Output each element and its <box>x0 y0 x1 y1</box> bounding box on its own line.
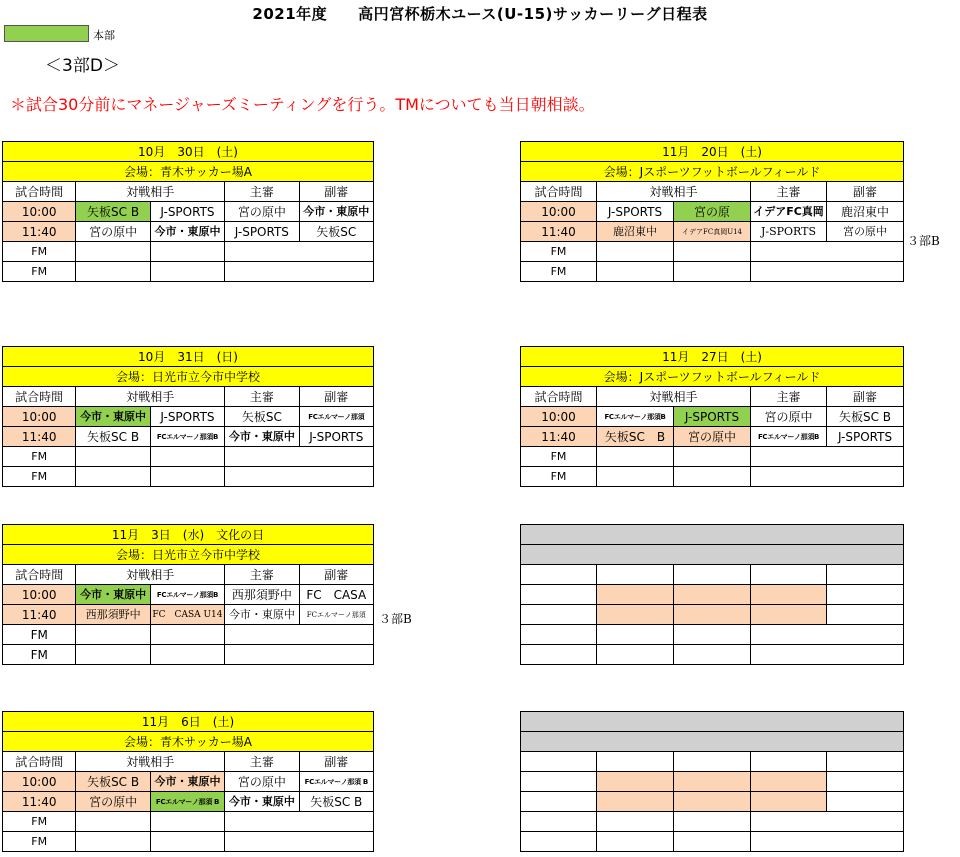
header-row <box>3 752 374 772</box>
meeting-notice: ＊試合30分前にマネージャーズミーティングを行う。TMについても当日朝相談。 <box>10 95 595 114</box>
assistant-referee: FC CASA <box>299 585 373 605</box>
away-team: J-SPORTS <box>150 202 224 222</box>
fm-label: FM <box>3 242 76 262</box>
header-assistant: 副審 <box>299 752 373 772</box>
schedule-venue: 会場：Jスポーツフットボールフィールド <box>521 367 904 387</box>
referee: 宮の原中 <box>225 202 299 222</box>
away-team: 宮の原 <box>674 202 751 222</box>
fm-row <box>521 242 904 262</box>
home-team: 矢板SC B <box>76 202 150 222</box>
home-team: 今市・東原中 <box>76 407 150 427</box>
schedule-table-nov3 <box>2 524 374 665</box>
assistant-referee: 鹿沼東中 <box>827 202 904 222</box>
fm-row <box>521 447 904 467</box>
fm-label: FM <box>521 262 597 282</box>
assistant-referee: 矢板SC B <box>827 407 904 427</box>
fm-row <box>3 447 374 467</box>
fm-label: FM <box>521 467 597 487</box>
assistant-referee: J-SPORTS <box>299 427 373 447</box>
match-row <box>521 202 904 222</box>
header-assistant: 副審 <box>827 182 904 202</box>
header-referee: 主審 <box>751 182 827 202</box>
division-label: ＜3部D＞ <box>45 56 120 76</box>
fm-row <box>3 242 374 262</box>
fm-row <box>3 262 374 282</box>
schedule-venue: 会場：青木サッカー場A <box>3 732 374 752</box>
referee: 今市・東原中 <box>225 605 299 625</box>
fm-row <box>3 625 374 645</box>
header-row <box>521 182 904 202</box>
match-time: 11:40 <box>3 792 76 812</box>
referee: 矢板SC <box>225 407 299 427</box>
hq-legend-swatch <box>4 25 89 42</box>
referee: FCエルマーノ那須B <box>751 427 827 447</box>
page-title: 2021年度 高円宮杯栃木ユース(U-15)サッカーリーグ日程表 <box>252 5 708 23</box>
match-time: 11:40 <box>521 427 597 447</box>
match-time: 11:40 <box>521 222 597 242</box>
away-team: FC CASA U14 <box>150 605 224 625</box>
match-row <box>3 427 374 447</box>
referee: 宮の原中 <box>225 772 299 792</box>
match-row <box>521 222 904 242</box>
division-b-note: ３部B <box>907 234 940 248</box>
fm-row <box>521 467 904 487</box>
match-row <box>3 585 374 605</box>
schedule-venue: 会場：日光市立今市中学校 <box>3 545 374 565</box>
match-row <box>521 427 904 447</box>
header-referee: 主審 <box>225 752 299 772</box>
home-team: 矢板SC B <box>76 427 150 447</box>
away-team: J-SPORTS <box>150 407 224 427</box>
referee: J-SPORTS <box>751 222 827 242</box>
header-assistant: 副審 <box>299 565 373 585</box>
referee: イデアFC真岡 <box>751 202 827 222</box>
schedule-date: 10月 31日 (日) <box>3 347 374 367</box>
header-time: 試合時間 <box>3 182 76 202</box>
assistant-referee: FCエルマーノ那須 <box>299 407 373 427</box>
referee: 今市・東原中 <box>225 427 299 447</box>
match-time: 11:40 <box>3 222 76 242</box>
match-time: 10:00 <box>3 772 76 792</box>
assistant-referee: 矢板SC <box>299 222 373 242</box>
schedule-venue: 会場：日光市立今市中学校 <box>3 367 374 387</box>
header-row <box>3 565 374 585</box>
schedule-table-nov20 <box>520 141 904 282</box>
header-time: 試合時間 <box>3 387 76 407</box>
home-team: J-SPORTS <box>597 202 674 222</box>
away-team: イデアFC真岡U14 <box>674 222 751 242</box>
empty-schedule-table-1 <box>520 524 904 665</box>
match-time: 10:00 <box>3 202 76 222</box>
header-assistant: 副審 <box>299 387 373 407</box>
header-referee: 主審 <box>225 565 299 585</box>
match-time: 11:40 <box>3 605 76 625</box>
referee: J-SPORTS <box>225 222 299 242</box>
header-referee: 主審 <box>225 182 299 202</box>
home-team: 鹿沼東中 <box>597 222 674 242</box>
assistant-referee: FCエルマーノ那須 <box>299 605 373 625</box>
header-time: 試合時間 <box>521 182 597 202</box>
header-opponents: 対戦相手 <box>597 182 751 202</box>
fm-label: FM <box>521 242 597 262</box>
home-team: 矢板SC B <box>597 427 674 447</box>
fm-label: FM <box>3 262 76 282</box>
assistant-referee: FCエルマーノ那須 B <box>299 772 373 792</box>
referee: 今市・東原中 <box>225 792 299 812</box>
fm-row <box>3 645 374 665</box>
match-time: 10:00 <box>521 407 597 427</box>
home-team: 宮の原中 <box>76 792 150 812</box>
match-row <box>3 407 374 427</box>
header-time: 試合時間 <box>521 387 597 407</box>
home-team: FCエルマーノ那須B <box>597 407 674 427</box>
schedule-venue: 会場：Jスポーツフットボールフィールド <box>521 162 904 182</box>
header-opponents: 対戦相手 <box>76 182 225 202</box>
away-team: 宮の原中 <box>674 427 751 447</box>
schedule-date: 10月 30日 (土) <box>3 142 374 162</box>
home-team: 今市・東原中 <box>76 585 150 605</box>
empty-schedule-table-2 <box>520 711 904 852</box>
schedule-date: 11月 6日 (土) <box>3 712 374 732</box>
assistant-referee: 今市・東原中 <box>299 202 373 222</box>
match-time: 10:00 <box>521 202 597 222</box>
fm-row <box>521 262 904 282</box>
fm-row <box>3 812 374 832</box>
away-team: 今市・東原中 <box>150 772 224 792</box>
header-row <box>521 387 904 407</box>
away-team: FCエルマーノ那須B <box>150 585 224 605</box>
header-assistant: 副審 <box>827 387 904 407</box>
match-time: 10:00 <box>3 407 76 427</box>
fm-label: FM <box>3 625 76 645</box>
header-opponents: 対戦相手 <box>597 387 751 407</box>
schedule-venue: 会場：青木サッカー場A <box>3 162 374 182</box>
fm-label: FM <box>3 645 76 665</box>
away-team: J-SPORTS <box>674 407 751 427</box>
fm-row <box>3 467 374 487</box>
match-row <box>3 202 374 222</box>
header-assistant: 副審 <box>299 182 373 202</box>
header-time: 試合時間 <box>3 752 76 772</box>
schedule-table-nov6 <box>2 711 374 852</box>
header-time: 試合時間 <box>3 565 76 585</box>
fm-label: FM <box>3 832 76 852</box>
schedule-table-oct30 <box>2 141 374 282</box>
header-referee: 主審 <box>225 387 299 407</box>
hq-legend-label: 本部 <box>93 29 115 42</box>
match-row <box>3 222 374 242</box>
fm-label: FM <box>3 467 76 487</box>
assistant-referee: 宮の原中 <box>827 222 904 242</box>
home-team: 矢板SC B <box>76 772 150 792</box>
header-row <box>3 182 374 202</box>
header-referee: 主審 <box>751 387 827 407</box>
fm-label: FM <box>3 812 76 832</box>
home-team: 宮の原中 <box>76 222 150 242</box>
match-time: 11:40 <box>3 427 76 447</box>
schedule-table-nov27 <box>520 346 904 487</box>
assistant-referee: J-SPORTS <box>827 427 904 447</box>
header-opponents: 対戦相手 <box>76 565 225 585</box>
match-row <box>521 407 904 427</box>
schedule-table-oct31 <box>2 346 374 487</box>
match-time: 10:00 <box>3 585 76 605</box>
schedule-date: 11月 3日 (水) 文化の日 <box>3 525 374 545</box>
header-row <box>3 387 374 407</box>
referee: 西那須野中 <box>225 585 299 605</box>
match-row <box>3 605 374 625</box>
home-team: 西那須野中 <box>76 605 150 625</box>
referee: 宮の原中 <box>751 407 827 427</box>
fm-row <box>3 832 374 852</box>
header-opponents: 対戦相手 <box>76 387 225 407</box>
match-row <box>3 792 374 812</box>
away-team: FCエルマーノ那須 B <box>150 792 224 812</box>
fm-label: FM <box>521 447 597 467</box>
away-team: FCエルマーノ那須B <box>150 427 224 447</box>
division-b-note: ３部B <box>379 612 412 626</box>
schedule-date: 11月 20日 (土) <box>521 142 904 162</box>
away-team: 今市・東原中 <box>150 222 224 242</box>
schedule-date: 11月 27日 (土) <box>521 347 904 367</box>
fm-label: FM <box>3 447 76 467</box>
match-row <box>3 772 374 792</box>
assistant-referee: 矢板SC B <box>299 792 373 812</box>
header-opponents: 対戦相手 <box>76 752 225 772</box>
